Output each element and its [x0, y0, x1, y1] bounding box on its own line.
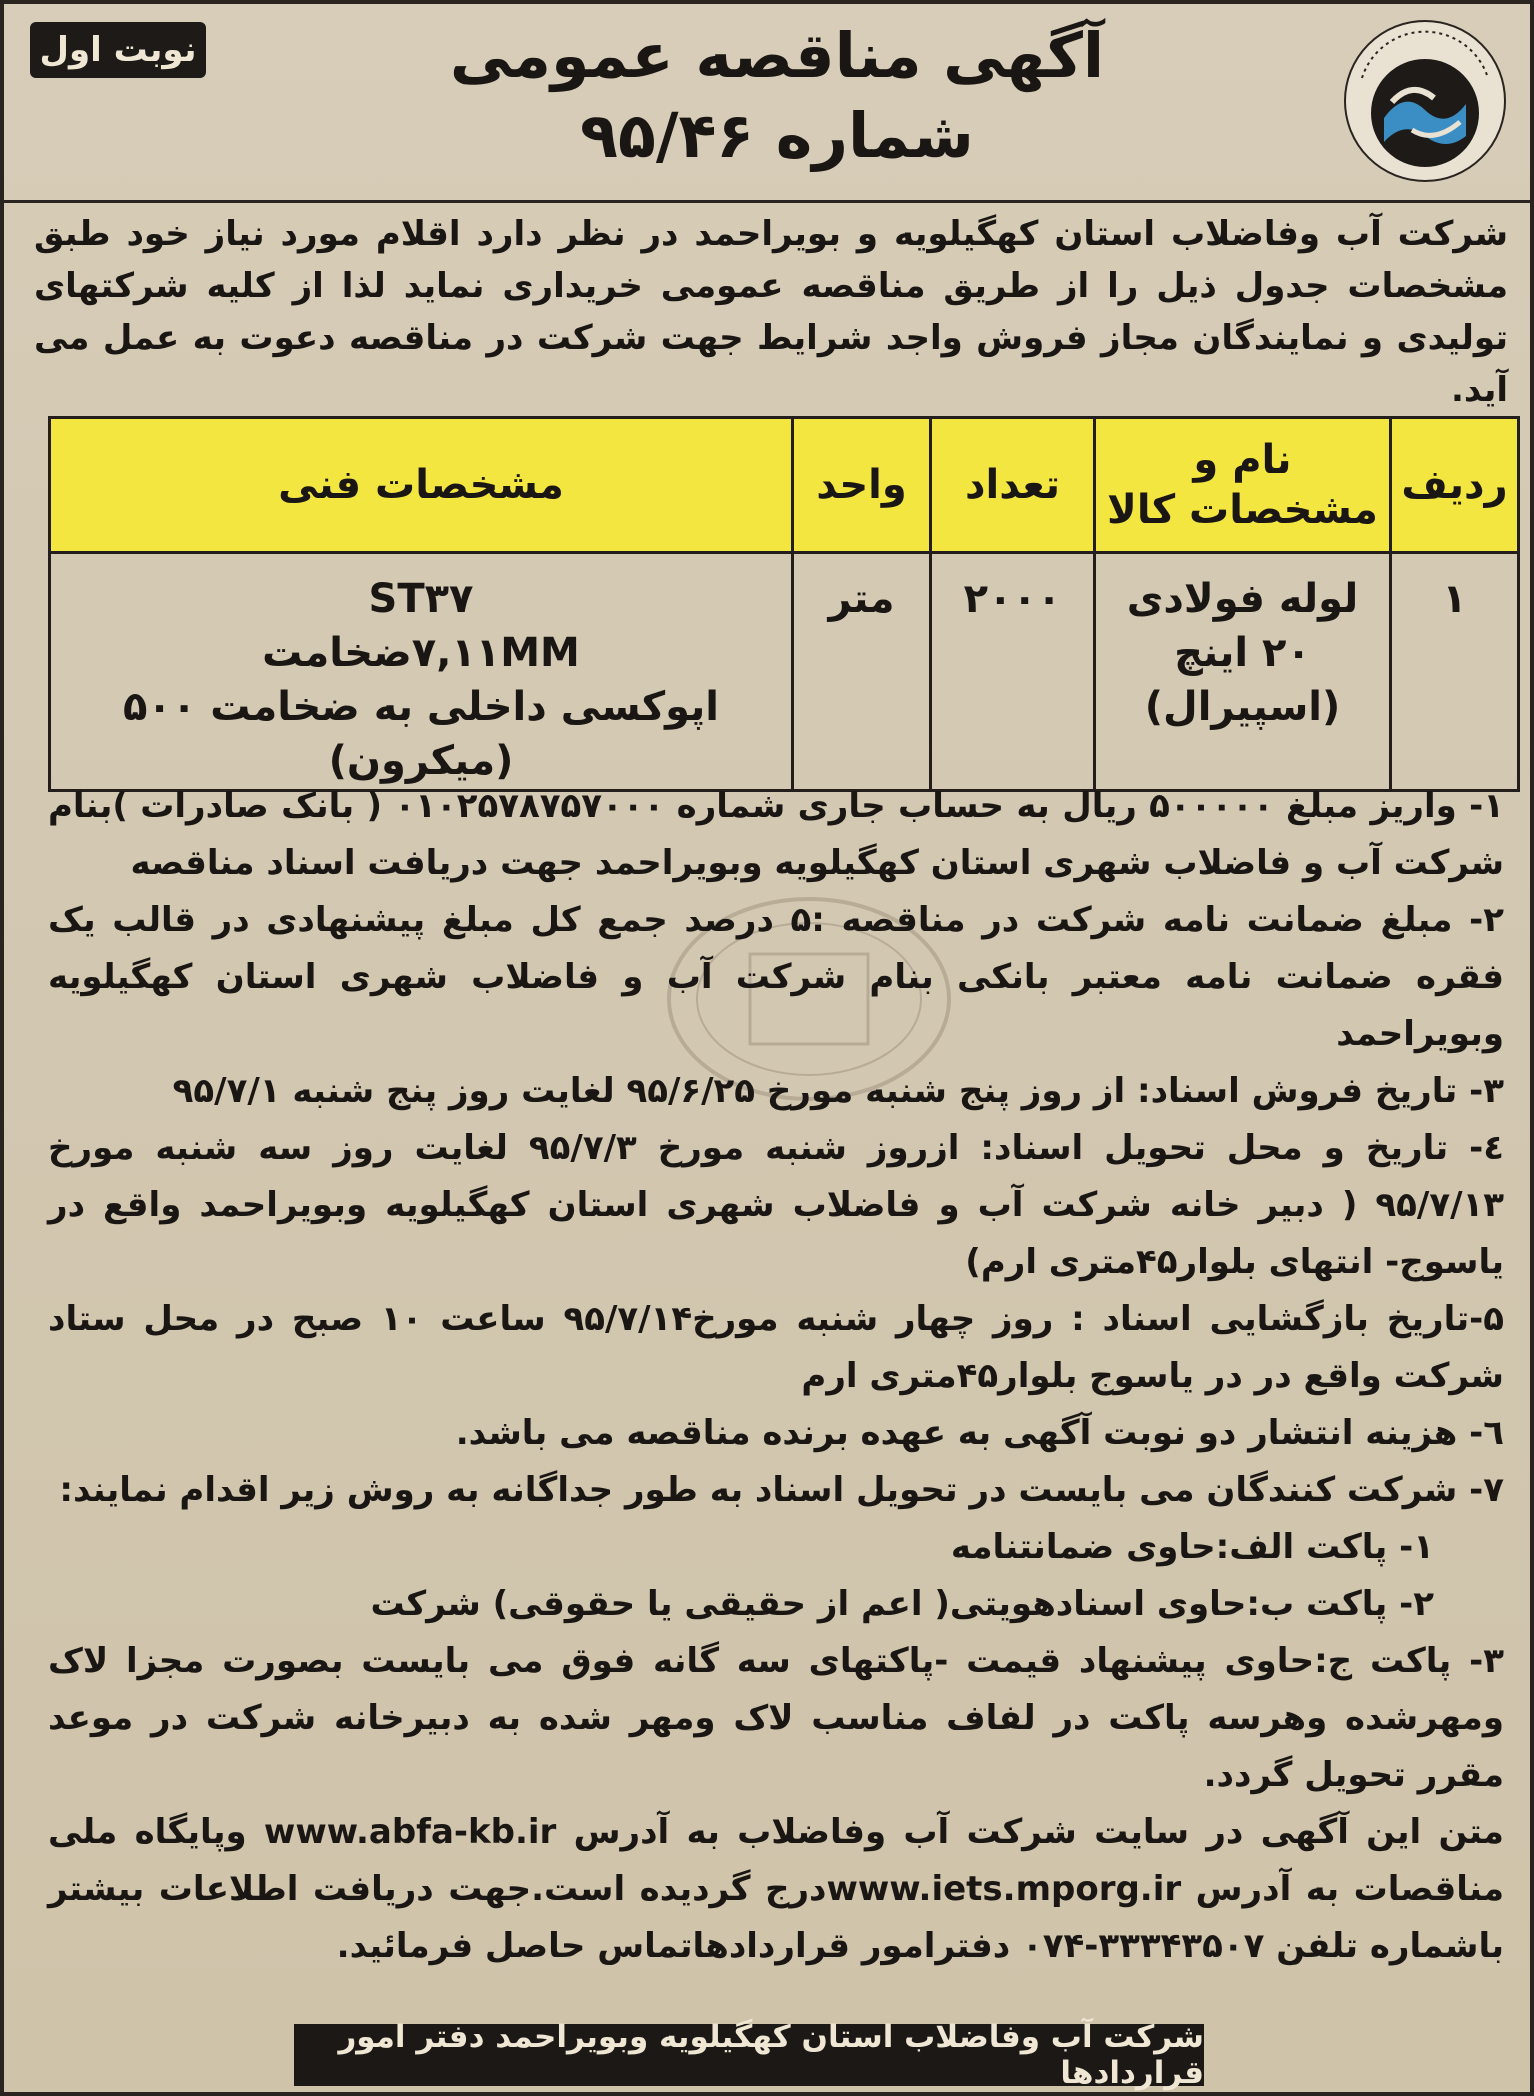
cell-spec	[50, 553, 793, 791]
term-item: ۲- مبلغ ضمانت نامه شرکت در مناقصه :۵ درصد جمع کل مبلغ پیشنهادی در قالب یک فقره ضمانت نامه معتبر بانکی بنام شرکت آب و فاضلاب شهری استان کهگیلویه وبویراحمد	[48, 900, 1504, 1054]
turn-badge: نوبت اول	[30, 22, 206, 78]
cell-unit: متر	[793, 553, 931, 791]
title-line1: آگهی مناقصه عمومی	[449, 19, 1105, 92]
term-item: ٤- تاریخ و محل تحویل اسناد: ازروز شنبه مورخ ۹۵/۷/۳ لغایت روز سه شنبه مورخ ۹۵/۷/۱۳ ( دبیر خانه شرکت آب و فاضلاب شهری استان کهگیلویه وبویراحمد واقع در یاسوج- انتهای بلوار۴۵متری ارم)	[48, 1128, 1504, 1282]
notice-title	[244, 16, 1310, 176]
spec-coating: اپوکسی داخلی به ضخامت ۵۰۰ (میکرون)	[123, 684, 719, 784]
cell-item-name: لوله فولادی ۲۰ اینچ (اسپیرال)	[1095, 553, 1391, 791]
table-row	[50, 553, 1519, 791]
header-row-number: ردیف	[1391, 418, 1519, 553]
term-subitem: ۲- پاکت ب:حاوی اسنادهویتی( اعم از حقیقی یا حقوقی) شرکت	[370, 1584, 1434, 1624]
term-item: ۱- واریز مبلغ ۵۰۰۰۰۰ ریال به حساب جاری شماره ۰۱۰۲۵۷۸۷۵۷۰۰۰ ( بانک صادرات )بنام شرکت آب و فاضلاب شهری استان کهگیلویه وبویراحمد جهت دریافت اسناد مناقصه	[48, 786, 1504, 883]
spec-thickness: ۷,۱۱MMضخامت	[262, 630, 580, 676]
title-line2: شماره ۹۵/۴۶	[580, 99, 974, 172]
header-item-name: نام و مشخصات کالا	[1095, 418, 1391, 553]
term-subitem: ۳- پاکت ج:حاوی پیشنهاد قیمت -پاکتهای سه گانه فوق می بایست بصورت مجزا لاک ومهرشده وهرسه پاکت در لفاف مناسب لاک ومهر شده به دبیرخانه شرکت در موعد مقرر تحویل گردد.	[48, 1641, 1504, 1795]
header-unit: واحد	[793, 418, 931, 553]
terms-list	[48, 778, 1504, 1975]
notice-header	[4, 4, 1530, 203]
term-item: ۷- شرکت کنندگان می بایست در تحویل اسناد به طور جداگانه به روش زیر اقدام نمایند:	[59, 1470, 1504, 1510]
cell-row-number: ۱	[1391, 553, 1519, 791]
footer-signature-bar: شرکت آب وفاضلاب استان کهگیلویه وبویراحمد دفتر امور قراردادها	[294, 2024, 1204, 2086]
website-contact-note: متن این آگهی در سایت شرکت آب وفاضلاب به آدرس www.abfa-kb.ir وپایگاه ملی مناقصات به آدرس www.iets.mporg.irدرج گردیده است.جهت دریافت اطلاعات بیشتر باشماره تلفن ۳۳۳۴۳۵۰۷-۰۷۴ دفترامور قراردادهاتماس حاصل فرمائید.	[48, 1812, 1504, 1966]
header-quantity: تعداد	[931, 418, 1095, 553]
term-item: ۵-تاریخ بازگشایی اسناد : روز چهار شنبه مورخ۹۵/۷/۱۴ ساعت ۱۰ صبح در محل ستاد شرکت واقع در در یاسوج بلوار۴۵متری ارم	[48, 1299, 1504, 1396]
term-subitem: ۱- پاکت الف:حاوی ضمانتنامه	[950, 1527, 1434, 1567]
items-table	[48, 416, 1520, 792]
spec-grade: ST۳۷	[368, 576, 474, 622]
table-header-row	[50, 418, 1519, 553]
water-wastewater-company-logo-icon	[1342, 18, 1508, 184]
cell-quantity: ۲۰۰۰	[931, 553, 1095, 791]
term-item: ٦- هزینه انتشار دو نوبت آگهی به عهده برنده مناقصه می باشد.	[455, 1413, 1504, 1453]
intro-paragraph: شرکت آب وفاضلاب استان کهگیلویه و بویراحمد در نظر دارد اقلام مورد نیاز خود طبق مشخصات جدول ذیل را از طریق مناقصه عمومی خریداری نماید لذا از کلیه شرکتهای تولیدی و نمایندگان مجاز فروش واجد شرایط جهت شرکت در مناقصه دعوت به عمل می آید.	[34, 214, 1508, 410]
term-item: ۳- تاریخ فروش اسناد: از روز پنج شنبه مورخ ۹۵/۶/۲۵ لغایت روز پنج شنبه ۹۵/۷/۱	[172, 1071, 1504, 1111]
header-spec: مشخصات فنی	[50, 418, 793, 553]
